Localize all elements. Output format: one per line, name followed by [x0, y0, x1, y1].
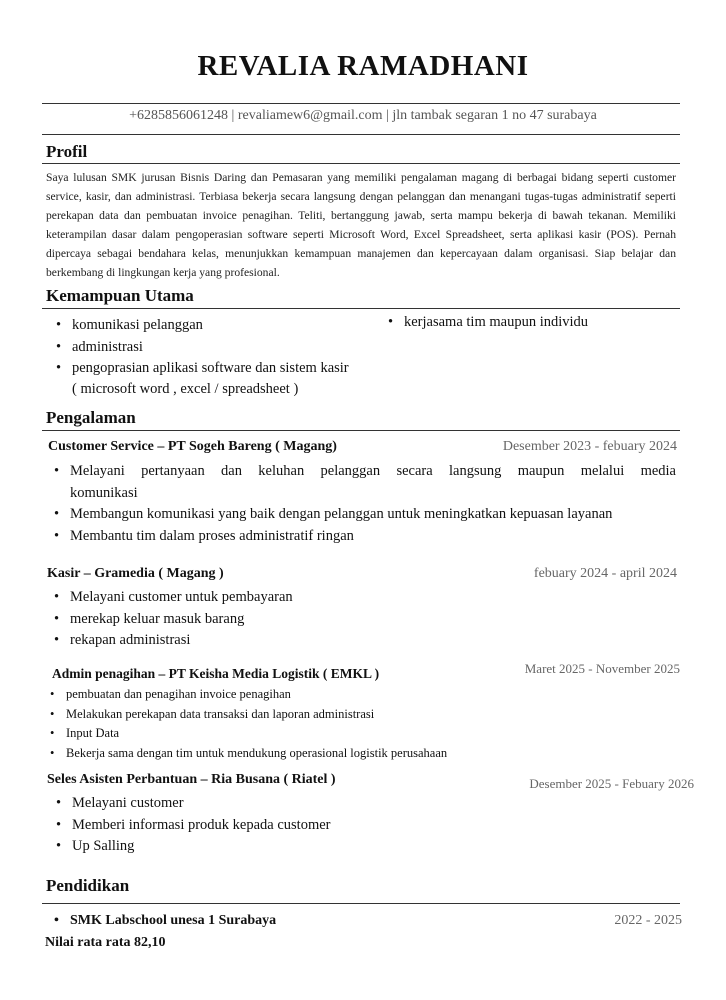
section-title-education: Pendidikan: [46, 876, 130, 895]
skill-item: • administrasi: [50, 337, 380, 359]
section-title-profile: Profil: [46, 142, 88, 161]
job-date: Desember 2023 - febuary 2024: [502, 439, 677, 454]
job-duty-item: • Up Salling: [50, 836, 670, 858]
job-date: febuary 2024 - april 2024: [533, 566, 677, 581]
skill-item: • komunikasi pelanggan: [50, 315, 380, 337]
skills-left-list: [50, 315, 380, 380]
job-title: Seles Asisten Perbantuan – Ria Busana ( Riatel ): [47, 772, 336, 787]
job-duty-item: • Membantu tim dalam proses administratif ringan: [48, 526, 676, 548]
experience-rule: [42, 430, 680, 431]
job-duty-text: • Melayani pertanyaan dan keluhan pelanggan secara langsung maupun melalui media: [70, 463, 676, 479]
education-school: • SMK Labschool unesa 1 Surabaya: [48, 913, 448, 929]
contact-info: +6285856061248 | revaliamew6@gmail.com | jln tambak segaran 1 no 47 surabaya: [129, 108, 597, 123]
job-duty-item: • rekapan administrasi: [48, 630, 676, 652]
candidate-name: REVALIA RAMADHANI: [197, 50, 529, 82]
skills-rule: [42, 308, 680, 309]
job-date: Maret 2025 - November 2025: [524, 661, 680, 676]
job-duty-item: • Melakukan perekapan data transaksi dan laporan administrasi: [44, 705, 672, 725]
job-duty-item: • Melayani customer: [50, 793, 670, 815]
profile-text: Saya lulusan SMK jurusan Bisnis Daring dan Pemasaran yang memiliki pengalaman magang di berbagai bidang seperti customer service, kasir, dan administrasi. Terbiasa bekerja secara langsung dengan pelanggan dan menangani tugas-tugas administratif seperti perekapan data dan pembuatan invoice penagihan. Teliti, bertanggung jawab, serta mampu bekerja di bawah tekanan. Memiliki keterampilan dasar dalam pengoperasian software seperti Microsoft Word, Excel Spreadsheet, serta aplikasi kasir (POS). Pernah dipercaya sebagai bendahara kelas, menunjukkan kemampuan manajemen dan kepercayaan dalam organisasi. Siap belajar dan berkembang di lingkungan kerja yang profesional.: [46, 171, 676, 279]
skill-item: • kerjasama tim maupun individu: [382, 312, 682, 334]
job-duty-item: • pembuatan dan penagihan invoice penagihan: [44, 685, 672, 705]
skills-right-list: [382, 312, 682, 334]
job-title: Kasir – Gramedia ( Magang ): [47, 566, 224, 581]
job-duty-text-cont: komunikasi: [70, 484, 138, 501]
header-bottom-rule: [42, 134, 680, 135]
education-grade: Nilai rata rata 82,10: [45, 935, 166, 950]
job-title: Admin penagihan – PT Keisha Media Logistik ( EMKL ): [52, 666, 380, 681]
job-duty-item: [48, 461, 676, 504]
job-duty-item: • Bekerja sama dengan tim untuk mendukung operasional logistik perusahaan: [44, 744, 672, 764]
job-duty-item: • Membangun komunikasi yang baik dengan pelanggan untuk meningkatkan kepuasan layanan: [48, 504, 676, 526]
section-title-experience: Pengalaman: [46, 408, 136, 427]
job-duty-item: • Memberi informasi produk kepada customer: [50, 815, 670, 837]
job-duties-list: [50, 793, 670, 858]
job-duty-item: • Input Data: [44, 724, 672, 744]
job-duty-item: • merekap keluar masuk barang: [48, 609, 676, 631]
section-title-skills: Kemampuan Utama: [46, 286, 194, 305]
skill-item: • pengoprasian aplikasi software dan sistem kasir: [50, 358, 380, 380]
education-list: [48, 913, 448, 929]
education-date: 2022 - 2025: [614, 913, 682, 928]
job-date: Desember 2025 - Febuary 2026: [529, 776, 694, 791]
skill-item-note: ( microsoft word , excel / spreadsheet ): [72, 381, 299, 397]
job-title: Customer Service – PT Sogeh Bareng ( Magang): [48, 439, 337, 454]
job-duties-list: [44, 685, 672, 763]
job-duty-item: • Melayani customer untuk pembayaran: [48, 587, 676, 609]
education-rule: [42, 903, 680, 904]
profile-rule: [42, 163, 680, 164]
job-duties-list: [48, 587, 676, 652]
header-top-rule: [42, 103, 680, 104]
job-duties-list: [48, 461, 676, 547]
